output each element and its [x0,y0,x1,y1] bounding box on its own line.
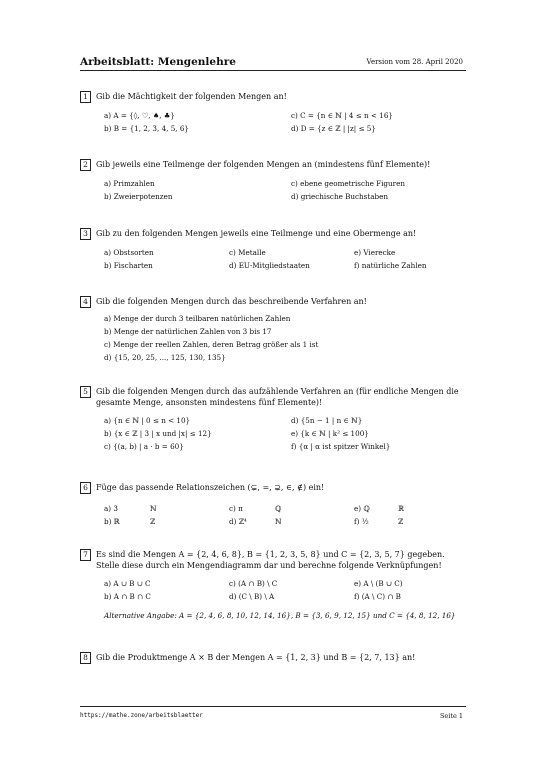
item: d) D = {z ∈ ℤ | |z| ≤ 5} [291,124,376,133]
item: e) ℚ [354,504,370,513]
item: b) A ∩ B ∩ C [104,592,151,601]
task-3 [80,228,466,272]
list-item: c) Menge der reellen Zahlen, deren Betrag größer als 1 ist [104,340,319,349]
version-date: Version vom 28. April 2020 [366,58,463,66]
item: c) (A ∩ B) \ C [229,579,278,588]
item: f) {α | α ist spitzer Winkel} [291,442,391,451]
item: f) natürliche Zahlen [354,261,427,270]
item-set: ℚ [275,504,282,513]
task-number: 4 [80,296,91,308]
item: e) {k ∈ ℕ | k² ≤ 100} [291,429,369,438]
task-6 [80,482,466,528]
task-2 [80,159,466,203]
task-1 [80,91,466,135]
task-text: Gib die folgenden Mengen durch das aufzählende Verfahren an (für endliche Mengen die gesamte Menge, ansonsten mindestens fünf Elemente)! [96,387,459,407]
task-8 [80,652,466,664]
task-text: Gib die Mächtigkeit der folgenden Mengen an! [96,92,287,101]
item: c) π [229,504,243,513]
task-text: Gib zu den folgenden Mengen jeweils eine Teilmenge und eine Obermenge an! [96,229,417,238]
item: c) ebene geometrische Figuren [291,179,405,188]
item: a) Obstsorten [104,248,154,257]
item-set: ℕ [275,517,282,526]
item: e) Vierecke [354,248,396,257]
header-rule [80,70,466,71]
item: f) ½ [354,517,369,526]
item: b) {x ∈ ℤ | 3 | x und |x| ≤ 12} [104,429,212,438]
task-text: Füge das passende Relationszeichen (⊊, =, ⊋, ∈, ∉) ein! [96,483,325,492]
alternative-statement: Alternative Angabe: A = {2, 4, 6, 8, 10, 12, 14, 16}, B = {3, 6, 9, 12, 15} und C = {4, 8, 12, 16} [104,611,456,620]
task-7 [80,549,466,620]
item: b) ℝ [104,517,120,526]
task-number: 3 [80,228,91,240]
item: a) Primzahlen [104,179,155,188]
item: d) griechische Buchstaben [291,192,389,201]
item: a) A ∪ B ∪ C [104,579,151,588]
task-text: Gib die folgenden Mengen durch das beschreibende Verfahren an! [96,297,367,306]
item: a) {n ∈ ℕ | 0 ≤ n < 10} [104,416,191,425]
item: c) {(a, b) | a · b = 60} [104,442,184,451]
footer-link[interactable]: https://mathe.zone/arbeitsblaetter [80,712,203,719]
item: d) {5n − 1 | n ∈ ℕ} [291,416,363,425]
list-item: d) {15, 20, 25, ..., 125, 130, 135} [104,353,226,362]
task-number: 1 [80,91,91,103]
item: f) (A \ C) ∩ B [354,592,401,601]
list-item: b) Menge der natürlichen Zahlen von 3 bis 17 [104,327,272,336]
item-set: ℤ [150,517,156,526]
task-number: 5 [80,386,91,398]
item-set: ℕ [150,504,157,513]
task-number: 7 [80,549,91,561]
task-number: 2 [80,159,91,171]
item-set: ℤ [398,517,404,526]
task-number: 8 [80,652,91,664]
item-set: ℝ [398,504,404,513]
page-title: Arbeitsblatt: Mengenlehre [80,56,236,68]
task-5 [80,386,466,453]
task-text: Es sind die Mengen A = {2, 4, 6, 8}, B = {1, 2, 3, 5, 8} und C = {2, 3, 5, 7} gegeben. Stelle diese durch ein Mengendiagramm dar und berechne folgende Verknüpfungen! [96,550,445,570]
item: d) ℤ⁴ [229,517,247,526]
item: c) Metalle [229,248,266,257]
page-number: Seite 1 [439,712,463,720]
task-text: Gib jeweils eine Teilmenge der folgenden Mengen an (mindestens fünf Elemente)! [96,160,431,169]
list-item: a) Menge der durch 3 teilbaren natürlichen Zahlen [104,314,291,323]
footer-rule [80,706,466,707]
item: c) C = {n ∈ ℕ | 4 ≤ n < 16} [291,111,393,120]
item: b) Fischarten [104,261,153,270]
item: d) EU-Mitgliedstaaten [229,261,310,270]
item: a) A = {◊, ♡, ♠, ♣} [104,111,175,120]
item: b) B = {1, 2, 3, 4, 5, 6} [104,124,189,133]
item: d) (C \ B) \ A [229,592,275,601]
task-text: Gib die Produktmenge A × B der Mengen A = {1, 2, 3} und B = {2, 7, 13} an! [96,653,416,662]
item: e) A \ (B ∪ C) [354,579,403,588]
task-4 [80,296,466,364]
item: b) Zweierpotenzen [104,192,173,201]
item: a) 3 [104,504,118,513]
task-number: 6 [80,482,91,494]
